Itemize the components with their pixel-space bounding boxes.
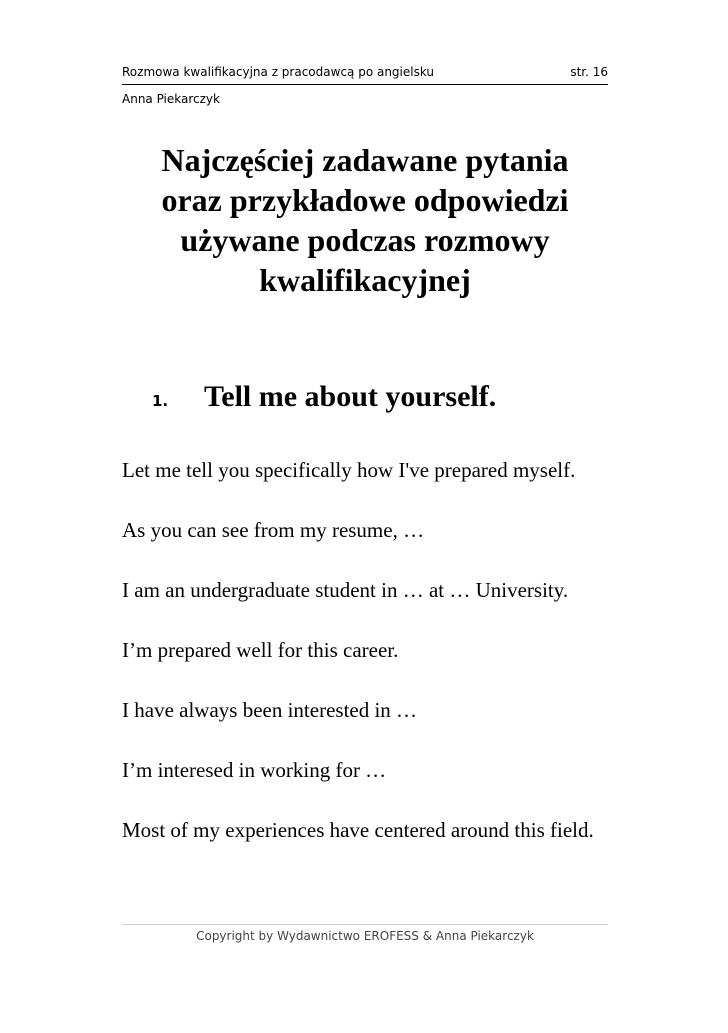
answer-paragraph: Let me tell you specifically how I've prepared myself. bbox=[122, 458, 576, 482]
question-text: Tell me about yourself. bbox=[204, 380, 497, 413]
title-line: używane podczas rozmowy bbox=[180, 222, 550, 258]
header-row bbox=[122, 64, 608, 85]
answer-paragraph: I’m interesed in working for … bbox=[122, 758, 387, 782]
answer-paragraph: I have always been interested in … bbox=[122, 698, 418, 722]
answer-paragraph: As you can see from my resume, … bbox=[122, 518, 425, 542]
copyright-text: Copyright by Wydawnictwo EROFESS & Anna Piekarczyk bbox=[196, 929, 534, 943]
title-line: Najczęściej zadawane pytania bbox=[161, 142, 569, 178]
page-number: str. 16 bbox=[570, 65, 608, 79]
document-title bbox=[122, 140, 608, 300]
title-line: oraz przykładowe odpowiedzi bbox=[161, 182, 569, 218]
answer-paragraph: I’m prepared well for this career. bbox=[122, 638, 399, 662]
title-line: kwalifikacyjnej bbox=[259, 262, 471, 298]
header-author: Anna Piekarczyk bbox=[122, 92, 220, 106]
page-header bbox=[122, 64, 608, 107]
question-heading bbox=[152, 380, 608, 414]
page-footer bbox=[122, 924, 608, 943]
answer-paragraph: Most of my experiences have centered around this field. bbox=[122, 818, 594, 842]
answer-paragraph: I am an undergraduate student in … at … University. bbox=[122, 578, 569, 602]
question-number: 1. bbox=[152, 392, 169, 410]
header-title: Rozmowa kwalifikacyjna z pracodawcą po angielsku bbox=[122, 65, 435, 79]
answer-list bbox=[122, 455, 608, 875]
